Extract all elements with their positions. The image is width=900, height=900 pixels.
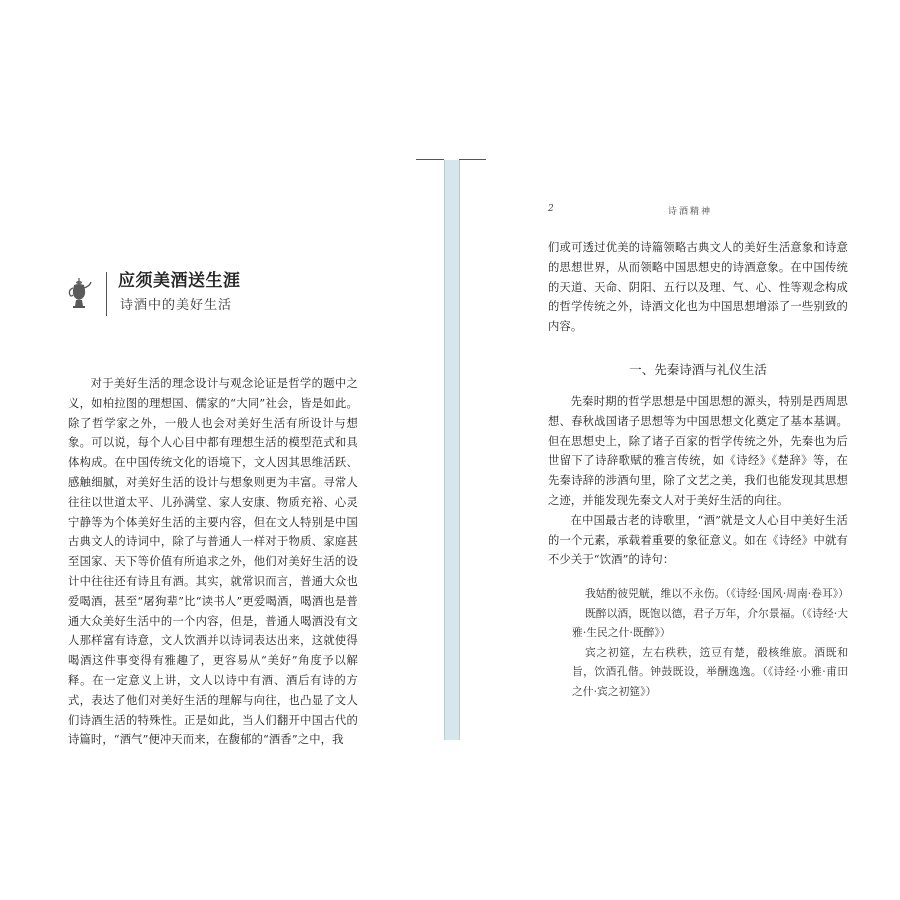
chapter-title: 应须美酒送生涯 <box>118 271 241 291</box>
page-number: 2 <box>548 204 554 214</box>
body-paragraph-1: 先秦时期的哲学思想是中国思想的源头，特别是西周思想、春秋战国诸子思想等为中国思想文化奠定了基本基调。但在思想史上，除了诸子百家的哲学传统之外，先秦也为后世留下了诗辞歌赋的雅言传统，如《诗经》《楚辞》等，在先秦诗辞的涉酒句里，除了文艺之美，我们也能发现其思想之迹，并能发现先秦文人对于美好生活的向往。 <box>548 394 848 507</box>
body-paragraph-2: 在中国最古老的诗歌里，“酒”就是文人心目中美好生活的一个元素，承载着重要的象征意义。如在《诗经》中就有不少关于“饮酒”的诗句： <box>548 513 848 567</box>
book-spine <box>444 160 460 740</box>
wine-ewer-icon <box>66 276 92 310</box>
continuation-paragraph: 们或可透过优美的诗篇领略古典文人的美好生活意象和诗意的思想世界，从而领略中国思想史的诗酒意象。在中国传统的天道、天命、阴阳、五行以及理、气、心、性等观念构成的哲学传统之外，诗酒文化也为中国思想增添了一些别致的内容。 <box>548 241 848 334</box>
chapter-subtitle: 诗酒中的美好生活 <box>120 298 233 313</box>
chapter-divider <box>106 272 107 316</box>
spine-top-rule-left <box>416 159 444 160</box>
right-page-body <box>548 238 848 701</box>
poem-quote: 宾之初筵，左右秩秩，笾豆有楚，殽核维旅。酒既和旨，饮酒孔偕。钟鼓既设，举酬逸逸。（《诗经·小雅·甫田之什·宾之初筵》） <box>572 645 848 698</box>
poem-quote: 我姑酌彼兕觥，维以不永伤。（《诗经·国风·周南·卷耳》） <box>584 587 849 601</box>
running-head: 诗酒精神 <box>668 207 713 217</box>
poem-quotes <box>548 584 848 701</box>
poem-quote: 既醉以酒，既饱以德，君子万年，介尔景福。（《诗经·大雅·生民之什·既醉》） <box>572 606 848 640</box>
spine-top-rule-right <box>459 159 486 160</box>
section-title: 一、先秦诗酒与礼仪生活 <box>629 361 767 377</box>
body-paragraph: 对于美好生活的理念设计与观念论证是哲学的题中之义，如柏拉图的理想国、儒家的“大同”社会，皆是如此。除了哲学家之外，一般人也会对美好生活有所设计与想象。可以说，每个人心目中都有理想生活的模型范式和具体构成。在中国传统文化的语境下，文人因其思维活跃、感触细腻，对美好生活的设计与想象则更为丰富。寻常人往往以世道太平、儿孙满堂、家人安康、物质充裕、心灵宁静等为个体美好生活的主要内容，但在文人特别是中国古典文人的诗词中，除了与普通人一样对于物质、家庭甚至国家、天下等价值有所追求之外，他们对美好生活的设计中往往还有诗且有酒。其实，就常识而言，普通大众也爱喝酒，甚至“屠狗辈”比“读书人”更爱喝酒，喝酒也是普通大众美好生活中的一个内容，但是，普通人喝酒没有文人那样富有诗意，文人饮酒并以诗词表达出来，这就使得喝酒这件事变得有雅趣了，更容易从“美好”角度予以解释。在一定意义上讲，文人以诗中有酒、酒后有诗的方式，表达了他们对美好生活的理解与向往，也凸显了文人们诗酒生活的特殊性。正是如此，当人们翻开中国古代的诗篇时，“酒气”便冲天而来，在馥郁的“酒香”之中，我 <box>68 377 358 747</box>
left-page-body <box>68 374 358 750</box>
